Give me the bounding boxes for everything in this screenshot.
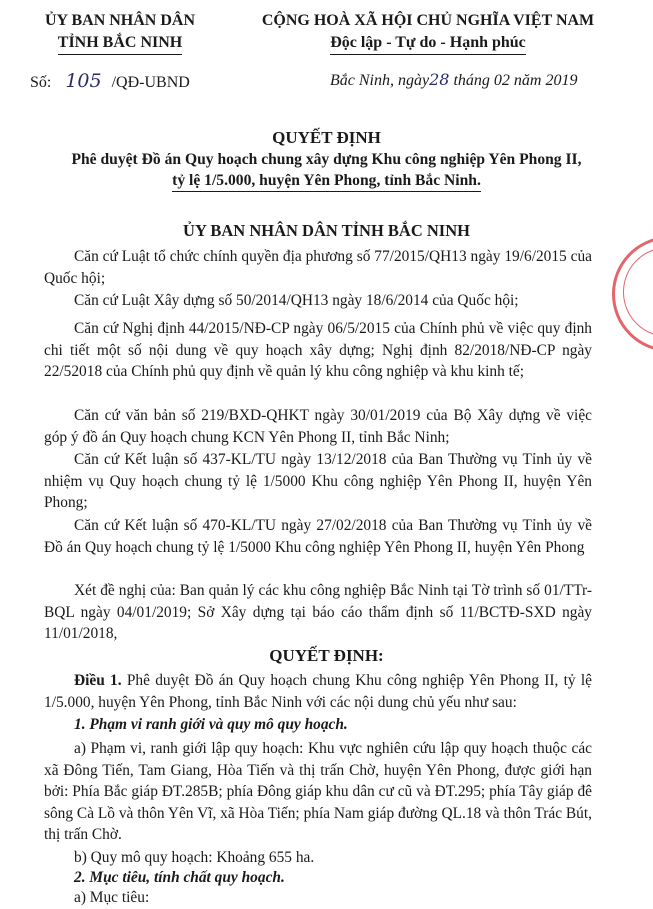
item-b: b) Quy mô quy hoạch: Khoảng 655 ha. (74, 849, 315, 866)
consideration-1: Căn cứ Luật tổ chức chính quyền địa phương số 77/2015/QH13 ngày 19/6/2015 của Quốc hội; (44, 248, 592, 287)
number-value: 105 (65, 70, 102, 92)
consideration-4: Căn cứ văn bản số 219/BXD-QHKT ngày 30/01/2019 của Bộ Xây dựng về việc góp ý đồ án Quy hoạch chung KCN Yên Phong II, tỉnh Bắc Ninh; (44, 407, 592, 446)
number-suffix: /QĐ-UBND (111, 74, 190, 91)
header-agency (20, 10, 220, 55)
decision-heading: QUYẾT ĐỊNH: (269, 646, 384, 665)
article-1-label: Điều 1. (74, 672, 122, 689)
date-prefix: Bắc Ninh, ngày (330, 72, 430, 89)
consideration-6: Căn cứ Kết luận số 470-KL/TU ngày 27/02/2018 của Ban Thường vụ Tỉnh ủy về Đồ án Quy hoạch chung tỷ lệ 1/5000 Khu công nghiệp Yên Phong II, huyện Yên Phong (44, 517, 592, 556)
document-number (30, 70, 190, 92)
article-1-text: Phê duyệt Đồ án Quy hoạch chung Khu công nghiệp Yên Phong II, tỷ lệ 1/5.000, huyện Yên Phong, tỉnh Bắc Ninh với các nội dung chủ yếu như sau: (44, 672, 592, 711)
item-a: a) Phạm vi, ranh giới lập quy hoạch: Khu vực nghiên cứu lập quy hoạch thuộc các xã Đông Tiến, Tam Giang, Hòa Tiến và thị trấn Chờ, huyện Yên Phong, được giới hạn bởi: Phía Bắc giáp ĐT.285B; phía Đông giáp khu dân cư cũ và ĐT.295; phía Tây giáp đê sông Cà Lồ và thôn Yên Vĩ, xã Hòa Tiến; phía Nam giáp đường QL.18 và thôn Trác Bút, thị trấn Chờ. (44, 740, 592, 843)
agency-line1: ỦY BAN NHÂN DÂN (44, 12, 196, 29)
date-day: 28 (429, 70, 450, 89)
date-suffix: tháng 02 năm 2019 (453, 72, 578, 89)
consideration-7: Xét đề nghị của: Ban quản lý các khu công nghiệp Bắc Ninh tại Tờ trình số 01/TTr-BQL ngày 04/01/2019; Sở Xây dựng tại báo cáo thẩm định số 11/BCTĐ-SXD ngày 11/01/2018, (44, 582, 592, 642)
red-seal (612, 236, 653, 352)
document-date (330, 70, 577, 90)
article-1 (44, 670, 592, 713)
section-2-title: 2. Mục tiêu, tính chất quy hoạch. (74, 869, 285, 886)
item-2a: a) Mục tiêu: (74, 889, 150, 906)
issuer-heading: ỦY BAN NHÂN DÂN TỈNH BẮC NINH (183, 221, 470, 240)
subtitle-line2: tỷ lệ 1/5.000, huyện Yên Phong, tỉnh Bắc Ninh. (172, 170, 481, 192)
agency-line2: TỈNH BẮC NINH (58, 32, 182, 55)
decision-subtitle (0, 149, 653, 192)
decision-title: QUYẾT ĐỊNH (272, 128, 381, 147)
republic-title: CỘNG HOÀ XÃ HỘI CHỦ NGHĨA VIỆT NAM (261, 12, 595, 29)
motto: Độc lập - Tự do - Hạnh phúc (330, 32, 526, 55)
subtitle-line1: Phê duyệt Đồ án Quy hoạch chung xây dựng Khu công nghiệp Yên Phong II, (71, 151, 582, 168)
consideration-2: Căn cứ Luật Xây dựng số 50/2014/QH13 ngày 18/6/2014 của Quốc hội; (74, 292, 519, 309)
number-prefix: Số: (30, 74, 52, 91)
header-republic (222, 10, 634, 55)
consideration-3: Căn cứ Nghị định 44/2015/NĐ-CP ngày 06/5/2015 của Chính phủ về việc quy định chi tiết một số nội dung về quy hoạch xây dựng; Nghị định 82/2018/NĐ-CP ngày 22/52018 của Chính phủ quy định về quản lý khu công nghiệp và khu kinh tế; (44, 320, 592, 380)
section-1-title: 1. Phạm vi ranh giới và quy mô quy hoạch. (74, 716, 348, 733)
consideration-5: Căn cứ Kết luận số 437-KL/TU ngày 13/12/2018 của Ban Thường vụ Tỉnh ủy về nhiệm vụ Quy hoạch chung tỷ lệ 1/5000 Khu công nghiệp Yên Phong II, huyện Yên Phong; (44, 451, 592, 511)
